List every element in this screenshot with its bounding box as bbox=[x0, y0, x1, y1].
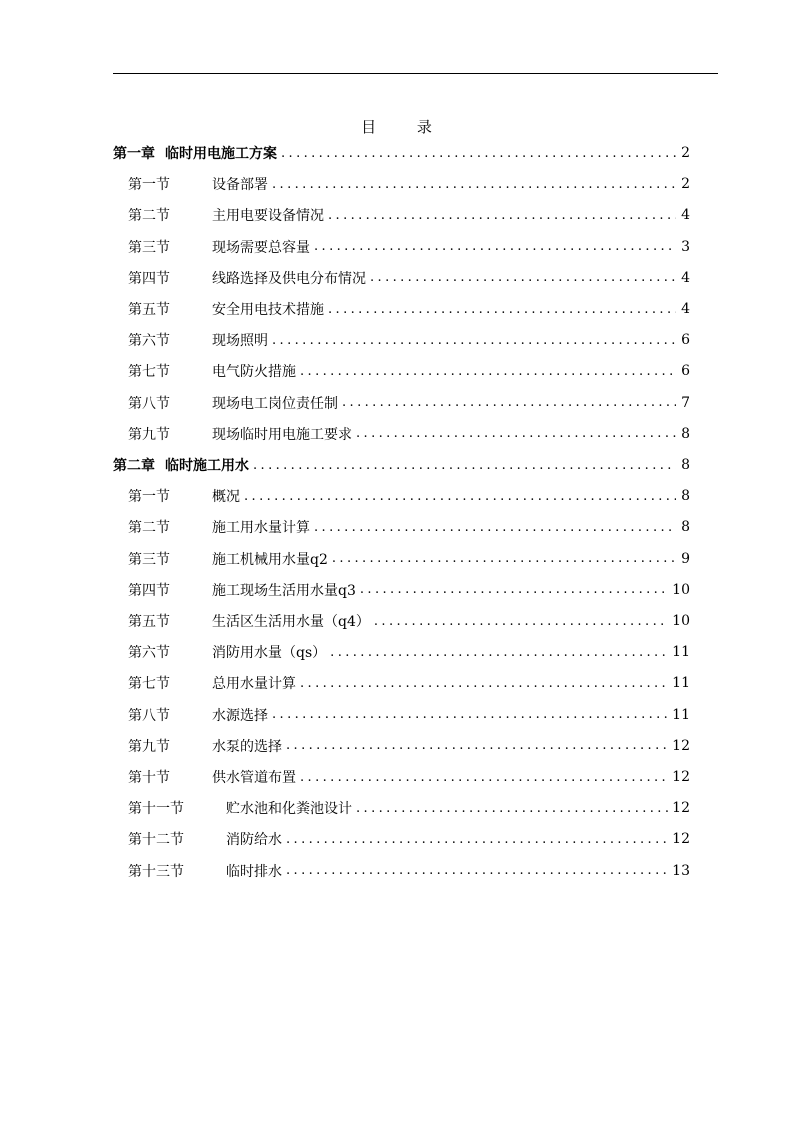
dot-leader bbox=[342, 396, 676, 409]
toc-section-row[interactable] bbox=[128, 546, 690, 572]
toc-entry-number: 第六节 bbox=[128, 645, 170, 662]
dot-leader bbox=[286, 739, 668, 752]
toc-chapter-row[interactable] bbox=[113, 140, 690, 166]
toc-entry-page: 8 bbox=[681, 488, 690, 505]
toc-entry-title: 设备部署 bbox=[212, 177, 268, 194]
toc-entry-number: 第十二节 bbox=[128, 832, 184, 849]
toc-entry-number: 第四节 bbox=[128, 582, 170, 599]
toc-entry-title: 现场需要总容量 bbox=[212, 239, 310, 256]
toc-entry-number: 第八节 bbox=[128, 707, 170, 724]
toc-entry-number: 第一节 bbox=[128, 489, 170, 506]
dot-leader bbox=[314, 240, 676, 253]
toc-entry-page: 7 bbox=[681, 394, 690, 411]
toc-entry-page: 10 bbox=[672, 613, 690, 629]
toc-section-row[interactable] bbox=[128, 858, 690, 884]
dot-leader bbox=[272, 708, 668, 721]
toc-entry-number: 第十三节 bbox=[128, 863, 184, 880]
toc-entry-number: 第二节 bbox=[128, 208, 170, 225]
toc-entry-page: 12 bbox=[672, 831, 690, 848]
toc-section-row[interactable] bbox=[128, 358, 690, 384]
dot-leader bbox=[272, 178, 676, 191]
toc-title: 目 录 bbox=[361, 118, 450, 136]
toc-section-row[interactable] bbox=[128, 795, 690, 821]
toc-section-row[interactable] bbox=[128, 514, 690, 540]
toc-entry-number: 第二章 bbox=[113, 458, 155, 474]
toc-entry-page: 12 bbox=[672, 737, 690, 754]
toc-entry-page: 10 bbox=[672, 581, 690, 598]
toc-entry-page: 4 bbox=[681, 269, 690, 286]
dot-leader bbox=[244, 490, 676, 503]
toc-entry-number: 第十一节 bbox=[128, 801, 184, 818]
dot-leader bbox=[330, 646, 668, 659]
toc-entry-number: 第九节 bbox=[128, 426, 170, 443]
toc-entry-page: 12 bbox=[672, 769, 690, 785]
toc-entry-title: 供水管道布置 bbox=[212, 770, 296, 786]
toc-section-row[interactable] bbox=[128, 171, 690, 197]
toc-entry-page: 6 bbox=[681, 332, 690, 349]
dot-leader bbox=[281, 147, 676, 160]
toc-entry-page: 2 bbox=[681, 176, 690, 193]
toc-entry-page: 2 bbox=[681, 145, 690, 161]
toc-section-row[interactable] bbox=[128, 483, 690, 509]
toc-entry-title: 现场临时用电施工要求 bbox=[212, 426, 352, 443]
toc-entry-title: 总用水量计算 bbox=[212, 676, 296, 693]
toc-entry-number: 第七节 bbox=[128, 676, 170, 693]
dot-leader bbox=[356, 427, 676, 440]
dot-leader bbox=[356, 802, 668, 815]
toc-section-row[interactable] bbox=[128, 390, 690, 416]
dot-leader bbox=[374, 615, 668, 628]
toc-entry-title: 临时施工用水 bbox=[165, 458, 249, 474]
toc-entry-title: 概况 bbox=[212, 489, 240, 506]
toc-section-row[interactable] bbox=[128, 670, 690, 696]
toc-entry-title: 现场电工岗位责任制 bbox=[212, 395, 338, 412]
toc-entry-number: 第六节 bbox=[128, 333, 170, 350]
dot-leader bbox=[370, 271, 676, 284]
toc-entry-page: 8 bbox=[681, 519, 690, 536]
toc-entry-number: 第五节 bbox=[128, 302, 170, 318]
toc-entry-number: 第八节 bbox=[128, 395, 170, 412]
toc-entry-number: 第五节 bbox=[128, 614, 170, 630]
toc-entry-title: 消防给水 bbox=[226, 832, 282, 849]
toc-entry-title: 施工现场生活用水量q3 bbox=[212, 582, 356, 599]
toc-entry-title: 现场照明 bbox=[212, 333, 268, 350]
toc-section-row[interactable] bbox=[128, 639, 690, 665]
toc-entry-number: 第二节 bbox=[128, 520, 170, 537]
toc-section-row[interactable] bbox=[128, 608, 690, 634]
toc-section-row[interactable] bbox=[128, 202, 690, 228]
dot-leader bbox=[286, 833, 668, 846]
dot-leader bbox=[314, 521, 676, 534]
toc-entry-page: 4 bbox=[681, 301, 690, 317]
toc-section-row[interactable] bbox=[128, 234, 690, 260]
toc-section-row[interactable] bbox=[128, 421, 690, 447]
toc-entry-page: 9 bbox=[681, 550, 690, 567]
toc-chapter-row[interactable] bbox=[113, 452, 690, 478]
toc-entry-number: 第一章 bbox=[113, 146, 155, 162]
toc-entry-title: 临时用电施工方案 bbox=[165, 146, 277, 162]
toc-section-row[interactable] bbox=[128, 265, 690, 291]
toc-section-row[interactable] bbox=[128, 826, 690, 852]
toc-entry-page: 13 bbox=[672, 862, 690, 879]
toc-entry-title: 水泵的选择 bbox=[212, 738, 282, 755]
toc-entry-page: 11 bbox=[672, 706, 690, 723]
toc-entry-title: 生活区生活用水量（q4） bbox=[212, 614, 370, 630]
dot-leader bbox=[328, 303, 676, 316]
toc-entry-page: 3 bbox=[681, 238, 690, 255]
dot-leader bbox=[300, 771, 668, 784]
toc-entry-title: 安全用电技术措施 bbox=[212, 302, 324, 318]
toc-entry-number: 第九节 bbox=[128, 738, 170, 755]
toc-entry-page: 12 bbox=[672, 800, 690, 817]
toc-section-row[interactable] bbox=[128, 764, 690, 790]
toc-entry-title: 线路选择及供电分布情况 bbox=[212, 270, 366, 287]
dot-leader bbox=[286, 864, 668, 877]
toc-entry-page: 8 bbox=[681, 457, 690, 473]
dot-leader bbox=[272, 334, 676, 347]
dot-leader bbox=[328, 209, 676, 222]
toc-entry-title: 主用电要设备情况 bbox=[212, 208, 324, 225]
toc-entry-title: 施工用水量计算 bbox=[212, 520, 310, 537]
toc-section-row[interactable] bbox=[128, 702, 690, 728]
toc-entry-page: 4 bbox=[681, 207, 690, 224]
toc-entry-title: 消防用水量（qs） bbox=[212, 645, 327, 662]
toc-entry-title: 贮水池和化粪池设计 bbox=[226, 801, 352, 818]
toc-entry-title: 水源选择 bbox=[212, 707, 268, 724]
toc-entry-number: 第三节 bbox=[128, 551, 170, 568]
toc-entry-number: 第四节 bbox=[128, 270, 170, 287]
dot-leader bbox=[360, 583, 668, 596]
toc-entry-page: 8 bbox=[681, 425, 690, 442]
toc-section-row[interactable] bbox=[128, 577, 690, 603]
toc-entry-page: 11 bbox=[672, 644, 690, 661]
toc-entry-title: 电气防火措施 bbox=[212, 364, 296, 381]
toc-section-row[interactable] bbox=[128, 296, 690, 322]
toc-entry-number: 第一节 bbox=[128, 177, 170, 194]
dot-leader bbox=[332, 552, 676, 565]
toc-entry-number: 第十节 bbox=[128, 770, 170, 786]
dot-leader bbox=[253, 459, 676, 472]
toc-entry-title: 施工机械用水量q2 bbox=[212, 551, 328, 568]
toc-entry-number: 第三节 bbox=[128, 239, 170, 256]
header-rule bbox=[113, 73, 718, 74]
toc-entry-page: 11 bbox=[672, 675, 690, 692]
dot-leader bbox=[300, 677, 668, 690]
toc-entry-number: 第七节 bbox=[128, 364, 170, 381]
toc-entry-title: 临时排水 bbox=[226, 863, 282, 880]
toc-entry-page: 6 bbox=[681, 363, 690, 380]
dot-leader bbox=[300, 365, 676, 378]
toc-section-row[interactable] bbox=[128, 327, 690, 353]
toc-section-row[interactable] bbox=[128, 733, 690, 759]
